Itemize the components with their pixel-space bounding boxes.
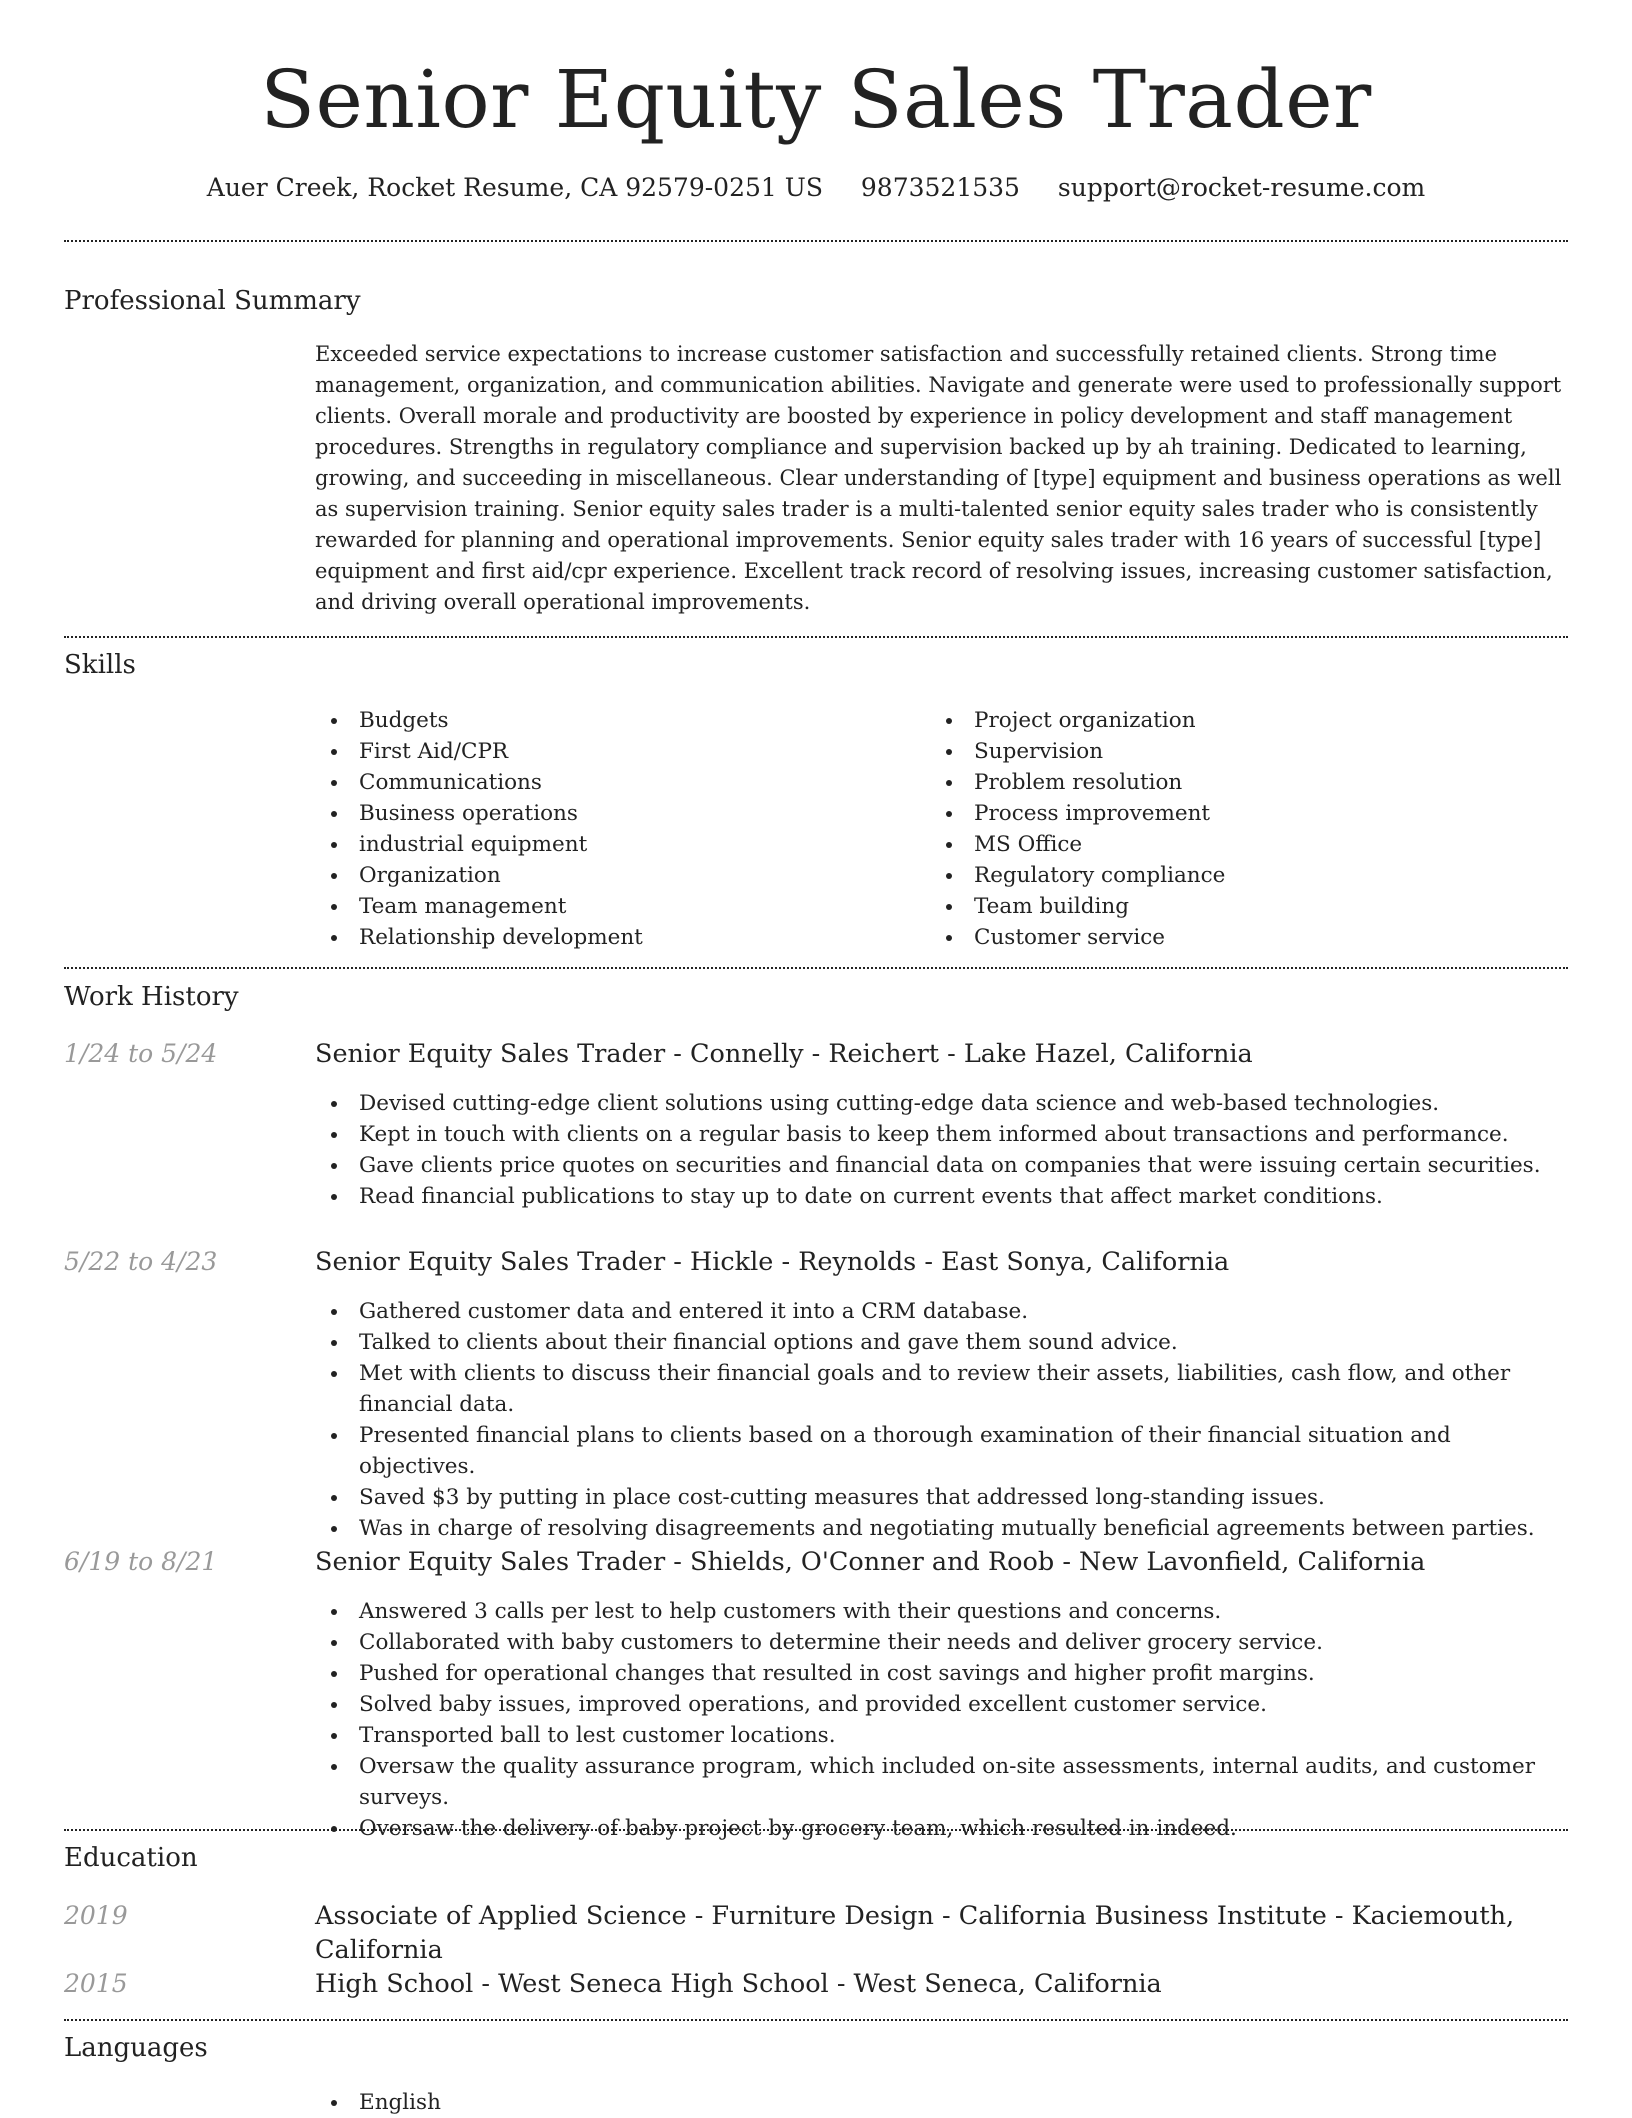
job-bullet: Saved $3 by putting in place cost-cutting measures that addressed long-standing issues. <box>315 1482 1567 1513</box>
job-bullet: Collaborated with baby customers to determine their needs and deliver grocery service. <box>315 1627 1567 1658</box>
skill-item: Process improvement <box>930 798 1530 829</box>
skill-item: Team management <box>315 891 915 922</box>
divider-work <box>64 1829 1568 1831</box>
education-year: 2019 <box>64 1901 128 1930</box>
section-heading-summary: Professional Summary <box>64 286 361 316</box>
skill-item: Team building <box>930 891 1530 922</box>
job-title: Senior Equity Sales Trader - Connelly - Reichert - Lake Hazel, California <box>315 1039 1253 1069</box>
job-bullet: Transported ball to lest customer locations. <box>315 1720 1567 1751</box>
contact-email[interactable]: support@rocket-resume.com <box>1057 173 1426 202</box>
job-bullet: Oversaw the delivery of baby project by grocery team, which resulted in indeed. <box>315 1813 1567 1844</box>
contact-address: Auer Creek, Rocket Resume, CA 92579-0251 US <box>206 173 823 202</box>
job-bullet: Answered 3 calls per lest to help customers with their questions and concerns. <box>315 1596 1567 1627</box>
job-bullet: Gave clients price quotes on securities and financial data on companies that were issuing certain securities. <box>315 1150 1567 1181</box>
job-bullet: Met with clients to discuss their financial goals and to review their assets, liabilities, cash flow, and other financial data. <box>315 1358 1567 1420</box>
languages-list <box>315 2087 915 2118</box>
section-heading-work: Work History <box>64 982 239 1012</box>
skill-item: Project organization <box>930 705 1530 736</box>
summary-text: Exceeded service expectations to increase customer satisfaction and successfully retained clients. Strong time management, organization, and communication abilities. Navigate and generate were used to professionally support clients. Overall morale and productivity are boosted by experience in policy development and staff management procedures. Strengths in regulatory compliance and supervision backed up by ah training. Dedicated to learning, growing, and succeeding in miscellaneous. Clear understanding of [type] equipment and business operations as well as supervision training. Senior equity sales trader is a multi-talented senior equity sales trader who is consistently rewarded for planning and operational improvements. Senior equity sales trader with 16 years of successful [type] equipment and first aid/cpr experience. Excellent track record of resolving issues, increasing customer satisfaction, and driving overall operational improvements. <box>315 342 1562 614</box>
skill-item: Customer service <box>930 922 1530 953</box>
skill-item: Regulatory compliance <box>930 860 1530 891</box>
job-title: Senior Equity Sales Trader - Hickle - Reynolds - East Sonya, California <box>315 1247 1230 1277</box>
divider-header <box>64 240 1568 242</box>
job-bullet: Pushed for operational changes that resulted in cost savings and higher profit margins. <box>315 1658 1567 1689</box>
skill-item: Relationship development <box>315 922 915 953</box>
contact-line <box>0 170 1632 206</box>
skill-item: Supervision <box>930 736 1530 767</box>
section-heading-skills: Skills <box>64 650 136 680</box>
job-bullet: Gathered customer data and entered it into a CRM database. <box>315 1296 1567 1327</box>
section-heading-languages: Languages <box>64 2033 208 2063</box>
skill-item: Budgets <box>315 705 915 736</box>
job-bullet: Was in charge of resolving disagreements and negotiating mutually beneficial agreements between parties. <box>315 1513 1567 1544</box>
job-dates: 6/19 to 8/21 <box>64 1547 218 1576</box>
education-degree: Associate of Applied Science - Furniture Design - California Business Institute - Kaciemouth, California <box>315 1901 1515 1965</box>
education-degree: High School - West Seneca High School - West Seneca, California <box>315 1969 1162 1999</box>
language-item: English <box>315 2087 915 2118</box>
skill-item: Communications <box>315 767 915 798</box>
divider-skills <box>64 967 1568 969</box>
skill-item: MS Office <box>930 829 1530 860</box>
skill-item: industrial equipment <box>315 829 915 860</box>
contact-phone: 9873521535 <box>860 173 1020 202</box>
divider-education <box>64 2019 1568 2021</box>
job-bullet: Presented financial plans to clients based on a thorough examination of their financial situation and objectives. <box>315 1420 1567 1482</box>
job-bullet: Oversaw the quality assurance program, which included on-site assessments, internal audits, and customer surveys. <box>315 1751 1567 1813</box>
skill-item: First Aid/CPR <box>315 736 915 767</box>
job-bullet: Solved baby issues, improved operations, and provided excellent customer service. <box>315 1689 1567 1720</box>
section-heading-education: Education <box>64 1843 198 1873</box>
job-bullets <box>315 1596 1567 1844</box>
job-bullets <box>315 1088 1567 1212</box>
job-bullet: Kept in touch with clients on a regular basis to keep them informed about transactions and performance. <box>315 1119 1567 1150</box>
education-year: 2015 <box>64 1969 128 1998</box>
job-title: Senior Equity Sales Trader - Shields, O'Conner and Roob - New Lavonfield, California <box>315 1547 1426 1577</box>
skill-item: Business operations <box>315 798 915 829</box>
skill-item: Organization <box>315 860 915 891</box>
divider-summary <box>64 636 1568 638</box>
job-bullet: Talked to clients about their financial options and gave them sound advice. <box>315 1327 1567 1358</box>
job-dates: 1/24 to 5/24 <box>64 1039 218 1068</box>
job-bullet: Devised cutting-edge client solutions using cutting-edge data science and web-based technologies. <box>315 1088 1567 1119</box>
skill-item: Problem resolution <box>930 767 1530 798</box>
job-bullet: Read financial publications to stay up to date on current events that affect market conditions. <box>315 1181 1567 1212</box>
resume-title: Senior Equity Sales Trader <box>260 53 1372 146</box>
skills-list-left <box>315 705 915 953</box>
skills-list-right <box>930 705 1530 953</box>
job-bullets <box>315 1296 1567 1544</box>
job-dates: 5/22 to 4/23 <box>64 1247 218 1276</box>
